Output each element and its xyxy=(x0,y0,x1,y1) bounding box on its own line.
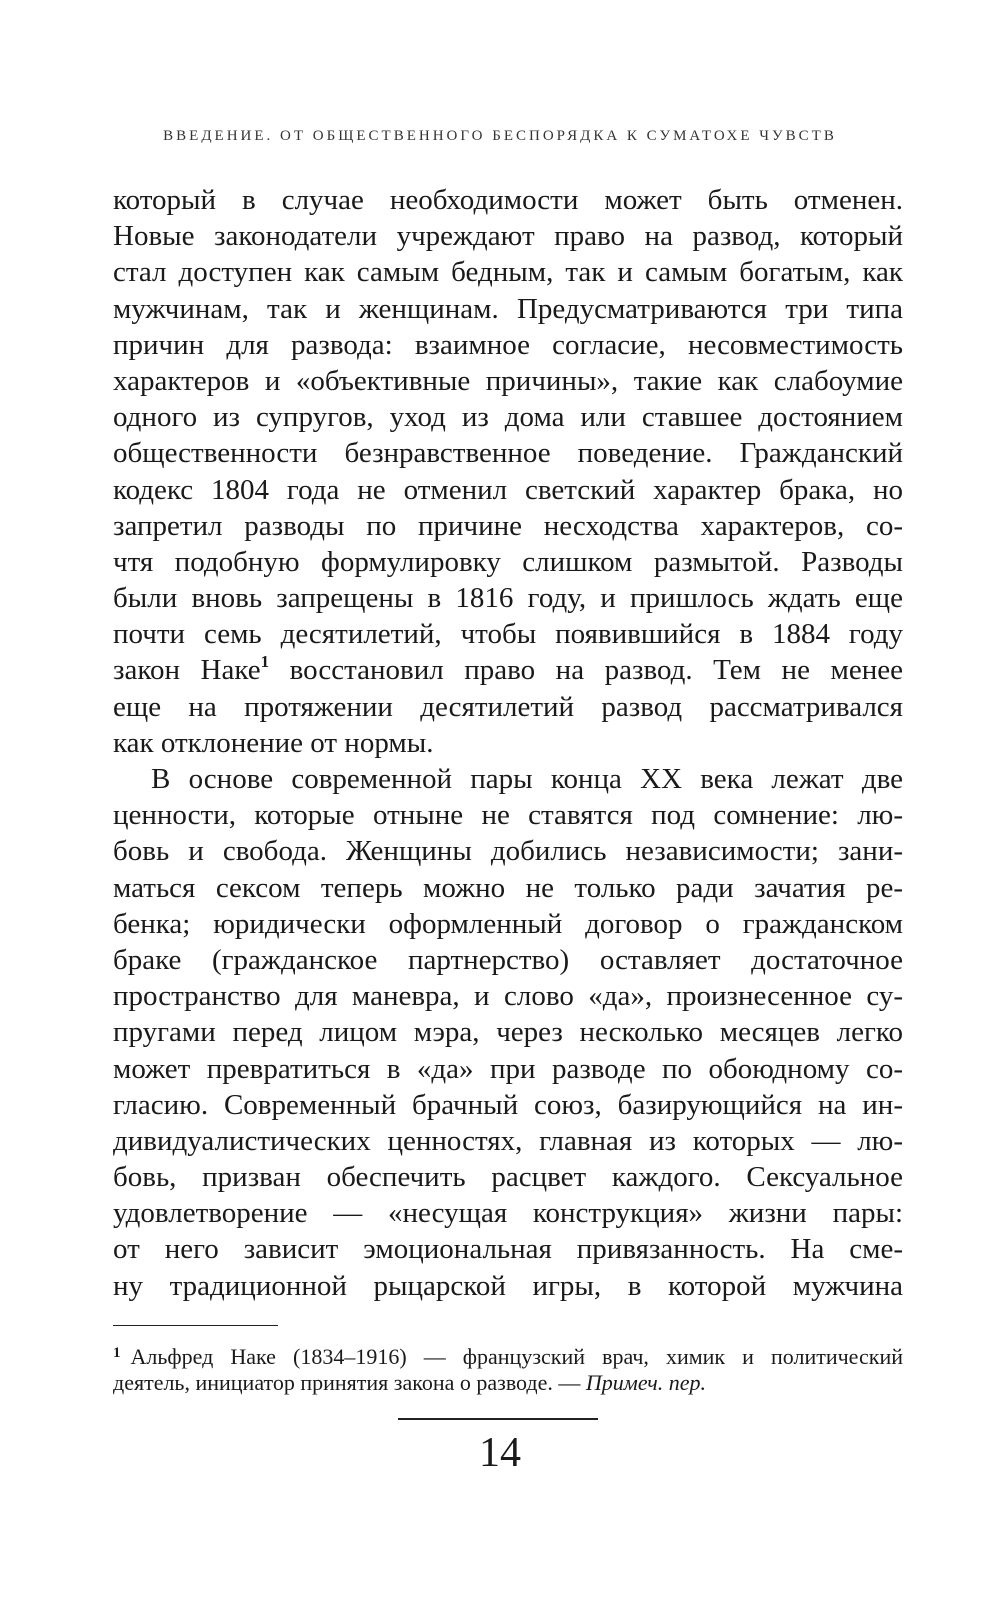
text-line: маться сексом теперь можно не только ради зачатия ре- xyxy=(113,871,903,904)
running-head: ВВЕДЕНИЕ. ОТ ОБЩЕСТВЕННОГО БЕСПОРЯДКА К СУМАТОХЕ ЧУВСТВ xyxy=(163,128,837,144)
text-line: одного из супругов, уход из дома или ставшее достоянием xyxy=(113,401,903,434)
main-text xyxy=(113,182,903,1304)
text-line: характеров и «объективные причины», такие как слабоумие xyxy=(113,364,903,397)
footnote xyxy=(113,1338,903,1398)
text-line: который в случае необходимости может быть отменен. xyxy=(113,184,903,216)
footnote-text: Альфред Наке (1834–1916) — французский врач, химик и политический xyxy=(130,1344,903,1369)
footnote-divider xyxy=(113,1325,278,1326)
text-line: бовь и свобода. Женщины добились независимости; зани- xyxy=(113,835,903,868)
text-fragment: восстановил право на развод. Тем не менее xyxy=(269,654,903,687)
text-line: причин для развода: взаимное согласие, несовместимость xyxy=(113,328,903,361)
text-line: бенка; юридически оформленный договор о гражданском xyxy=(113,907,903,940)
text-line: как отклонение от нормы. xyxy=(113,726,434,759)
text-line: чтя подобную формулировку слишком размытой. Разводы xyxy=(113,545,903,578)
text-line: дивидуалистических ценностях, главная из которых — лю- xyxy=(113,1124,903,1157)
page-number-divider xyxy=(398,1418,598,1420)
text-line: ну традиционной рыцарской игры, в которой мужчина xyxy=(113,1269,903,1302)
text-line: еще на протяжении десятилетий развод рассматривался xyxy=(113,690,903,723)
translator-note-tag: Примеч. пер. xyxy=(585,1370,707,1395)
text-fragment: закон Наке xyxy=(113,654,261,687)
text-line: В основе современной пары конца XX века лежат две xyxy=(151,763,903,795)
text-line: пространство для маневра, и слово «да», произнесенное су- xyxy=(113,980,903,1013)
page-number: 14 xyxy=(479,1430,521,1476)
text-line: были вновь запрещены в 1816 году, и пришлось ждать еще xyxy=(113,582,903,615)
footnote-line xyxy=(113,1368,903,1398)
text-line: бовь, призван обеспечить расцвет каждого. Сексуальное xyxy=(113,1161,903,1194)
text-line: гласию. Современный брачный союз, базирующийся на ин- xyxy=(113,1088,903,1121)
text-line: ценности, которые отныне не ставятся под сомнение: лю- xyxy=(113,799,903,832)
text-line: кодекс 1804 года не отменил светский характер брака, но xyxy=(113,473,903,506)
text-line: запретил разводы по причине несходства характеров, со- xyxy=(113,509,903,542)
footnote-line xyxy=(113,1338,903,1368)
text-line: общественности безнравственное поведение. Гражданский xyxy=(113,437,903,470)
footnote-text: деятель, инициатор принятия закона о разводе. — xyxy=(113,1370,586,1395)
text-line: от него зависит эмоциональная привязанность. На сме- xyxy=(113,1233,903,1266)
text-line: браке (гражданское партнерство) оставляет достаточное xyxy=(113,943,903,976)
text-line: может превратиться в «да» при разводе по обоюдному со- xyxy=(113,1052,903,1085)
footnote-mark: 1 xyxy=(113,1345,121,1361)
footnote-reference[interactable]: 1 xyxy=(260,652,270,672)
text-line: стал доступен как самым бедным, так и самым богатым, как xyxy=(113,256,903,289)
text-line-with-footnote-ref xyxy=(113,652,903,688)
text-line: пругами перед лицом мэра, через несколько месяцев легко xyxy=(113,1016,903,1049)
text-line: Новые законодатели учреждают право на развод, который xyxy=(113,220,903,253)
text-line: мужчинам, так и женщинам. Предусматриваются три типа xyxy=(113,292,903,325)
text-line: удовлетворение — «несущая конструкция» жизни пары: xyxy=(113,1197,903,1230)
text-line: почти семь десятилетий, чтобы появившийся в 1884 году xyxy=(113,618,903,651)
